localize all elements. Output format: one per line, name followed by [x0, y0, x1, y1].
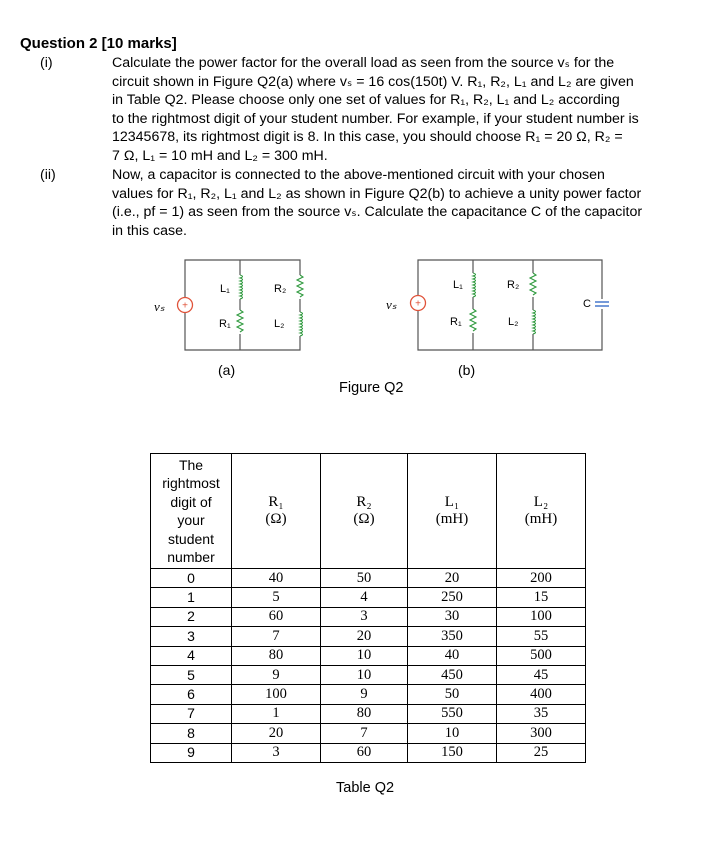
header-digit-line: your [177, 512, 205, 528]
inductor-l2-icon [529, 310, 537, 334]
figure-b-label: (b) [458, 362, 476, 378]
resistor-r2-icon [529, 273, 537, 297]
part-ii-text [112, 166, 722, 240]
table-cell: 450 [408, 665, 497, 684]
table-cell: 3 [321, 607, 408, 626]
capacitor-icon [595, 299, 609, 309]
header-l2 [497, 454, 586, 569]
table-cell: 10 [408, 724, 497, 743]
source-label: vₛ [386, 297, 397, 312]
resistor-r2-icon [296, 275, 304, 299]
part-i-text [112, 54, 722, 166]
table-cell: 30 [408, 607, 497, 626]
table-cell: 100 [232, 685, 321, 704]
table-row [151, 704, 586, 723]
r1-label: R₁ [450, 316, 462, 328]
table-cell: 50 [408, 685, 497, 704]
table-row [151, 685, 586, 704]
question-title: Question 2 [10 marks] [20, 35, 177, 52]
inductor-l1-icon [469, 273, 477, 297]
part-i-line: 7 Ω, L₁ = 10 mH and L₂ = 300 mH. [112, 147, 328, 164]
table-cell: 40 [232, 569, 321, 588]
table-cell: 55 [497, 627, 586, 646]
table-cell: 350 [408, 627, 497, 646]
header-unit: (mH) [524, 511, 558, 527]
source-label: vₛ [154, 299, 165, 314]
table-cell: 3 [232, 743, 321, 762]
header-digit-line: student [168, 530, 214, 547]
table-cell: 4 [321, 588, 408, 607]
table-cell: 8 [151, 724, 232, 743]
table-cell: 40 [408, 646, 497, 665]
table-cell: 60 [321, 743, 408, 762]
table-cell: 4 [151, 646, 232, 665]
header-r2 [321, 454, 408, 569]
part-i-line: to the rightmost digit of your student number. For example, if your student number is [112, 110, 639, 127]
resistor-r1-icon [469, 309, 477, 333]
table-cell: 0 [151, 569, 232, 588]
table-row [151, 743, 586, 762]
table-cell: 50 [321, 569, 408, 588]
header-l1 [408, 454, 497, 569]
table-caption: Table Q2 [336, 780, 395, 796]
part-ii-line: in this case. [112, 222, 187, 239]
table-cell: 150 [408, 743, 497, 762]
table-row [151, 724, 586, 743]
table-cell: 80 [321, 704, 408, 723]
header-name: R₂ [356, 494, 372, 510]
part-i-line: in Table Q2. Please choose only one set of values for R₁, R₂, L₁ and L₂ according [112, 92, 620, 109]
circuit-a-wires [185, 260, 300, 350]
l2-label: L₂ [508, 316, 519, 328]
circuit-b-diagram [370, 255, 610, 360]
r1-label: R₁ [219, 318, 231, 330]
header-unit: (Ω) [265, 511, 287, 527]
table-cell: 200 [497, 569, 586, 588]
table-cell: 60 [232, 607, 321, 626]
table-cell: 7 [321, 724, 408, 743]
header-r1 [232, 454, 321, 569]
l2-label: L₂ [274, 318, 285, 330]
values-table [150, 453, 586, 763]
table-row [151, 607, 586, 626]
table-cell: 1 [151, 588, 232, 607]
table-cell: 15 [497, 588, 586, 607]
inductor-l2-icon [296, 312, 304, 336]
table-cell: 25 [497, 743, 586, 762]
table-cell: 5 [151, 665, 232, 684]
part-i-line: 12345678, its rightmost digit is 8. In this case, you should choose R₁ = 20 Ω, R₂ = [112, 129, 623, 146]
table-cell: 10 [321, 665, 408, 684]
table-cell: 300 [497, 724, 586, 743]
table-cell: 9 [232, 665, 321, 684]
header-digit-line: digit of [170, 493, 212, 510]
figure-caption: Figure Q2 [339, 380, 404, 396]
table-row [151, 665, 586, 684]
table-cell: 2 [151, 607, 232, 626]
table-cell: 500 [497, 646, 586, 665]
header-name: R₁ [268, 494, 284, 510]
circuit-b-wires [418, 260, 602, 350]
table-cell: 9 [151, 743, 232, 762]
header-name: L₁ [444, 494, 460, 510]
table-cell: 3 [151, 627, 232, 646]
table-cell: 5 [232, 588, 321, 607]
header-digit-line: The [178, 456, 204, 473]
table-cell: 100 [497, 607, 586, 626]
resistor-r1-icon [236, 310, 244, 334]
capacitor-label: C [583, 298, 591, 310]
table-cell: 20 [408, 569, 497, 588]
table-cell: 550 [408, 704, 497, 723]
part-ii-line: (i.e., pf = 1) as seen from the source vₛ. Calculate the capacitance C of the capacitor [112, 204, 643, 221]
table-cell: 80 [232, 646, 321, 665]
table-cell: 35 [497, 704, 586, 723]
header-digit-line: number [167, 549, 215, 565]
circuit-a-diagram [150, 255, 330, 360]
table-cell: 20 [321, 627, 408, 646]
table-cell: 10 [321, 646, 408, 665]
table-row [151, 569, 586, 588]
table-cell: 45 [497, 665, 586, 684]
r2-label: R₂ [274, 283, 287, 295]
part-ii-line: Now, a capacitor is connected to the above-mentioned circuit with your chosen [112, 167, 605, 183]
part-ii-number: (ii) [40, 167, 56, 183]
table-cell: 6 [151, 685, 232, 704]
r2-label: R₂ [507, 279, 520, 291]
header-name: L₂ [533, 494, 549, 510]
source-plus: + [415, 298, 421, 310]
table-row [151, 627, 586, 646]
source-plus: + [182, 300, 188, 312]
header-unit: (mH) [435, 511, 469, 527]
table-cell: 250 [408, 588, 497, 607]
l1-label: L₁ [453, 279, 463, 291]
header-digit [151, 454, 232, 569]
part-i-line: circuit shown in Figure Q2(a) where vₛ = 16 cos(150t) V. R₁, R₂, L₁ and L₂ are given [112, 73, 634, 90]
figure-a-label: (a) [218, 362, 236, 378]
table-header-row [151, 454, 586, 569]
table-cell: 20 [232, 724, 321, 743]
part-ii-line: values for R₁, R₂, L₁ and L₂ as shown in Figure Q2(b) to achieve a unity power factor [112, 185, 642, 202]
header-unit: (Ω) [353, 511, 375, 527]
table-cell: 400 [497, 685, 586, 704]
table-cell: 7 [151, 704, 232, 723]
table-row [151, 646, 586, 665]
table-cell: 9 [321, 685, 408, 704]
l1-label: L₁ [220, 283, 230, 295]
part-i-number: (i) [40, 55, 53, 71]
inductor-l1-icon [236, 275, 244, 299]
table-cell: 7 [232, 627, 321, 646]
part-i-line: Calculate the power factor for the overall load as seen from the source vₛ for the [112, 55, 615, 71]
table-row [151, 588, 586, 607]
header-digit-line: rightmost [162, 475, 220, 491]
table-cell: 1 [232, 704, 321, 723]
